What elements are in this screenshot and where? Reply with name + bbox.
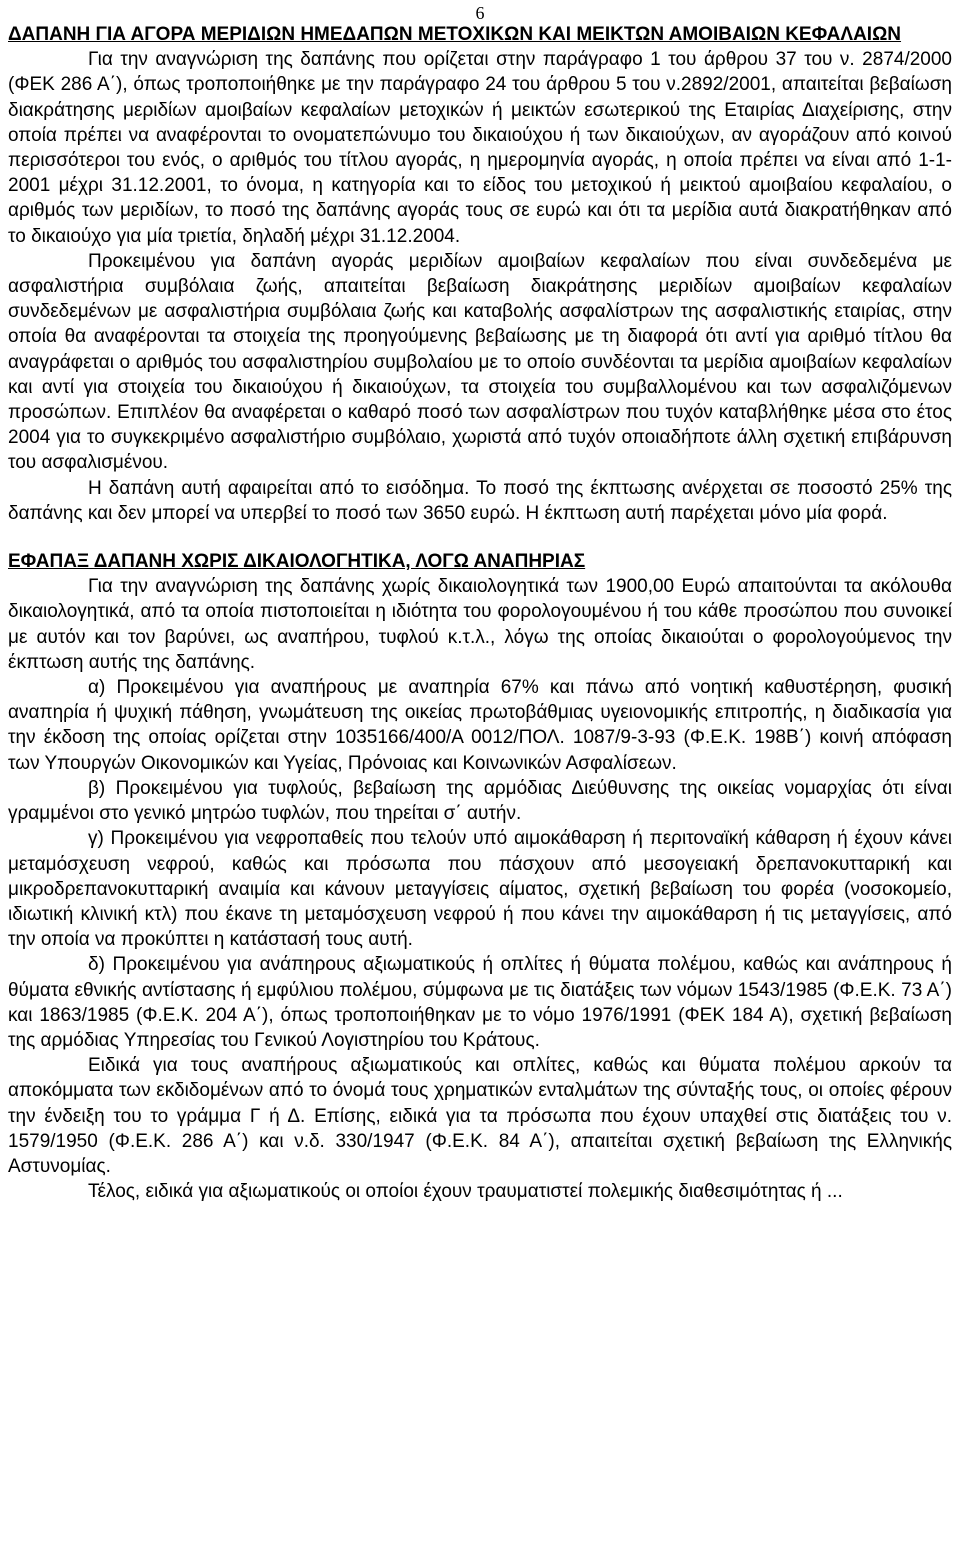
paragraph: β) Προκειμένου για τυφλούς, βεβαίωση της αρμόδιας Διεύθυνσης της οικείας νομαρχίας ότι είναι γραμμένοι στο γενικό μητρώο τυφλών, που τηρείται σ΄ αυτήν. (8, 777, 952, 825)
paragraph: Για την αναγνώριση της δαπάνης χωρίς δικαιολογητικά των 1900,00 Ευρώ απαιτούνται τα ακόλουθα δικαιολογητικά, από τα οποία πιστοποιείται η ιδιότητα του φορολογουμένου ή του κάθε προσώπου που συνοικεί με αυτόν και τον βαρύνει, ως αναπήρου, τυφλού κ.τ.λ., λόγω της οποίας δικαιούται ο φορολογούμενος την έκπτωση αυτής της δαπάνης. (8, 576, 952, 673)
paragraph: Η δαπάνη αυτή αφαιρείται από το εισόδημα. Το ποσό της έκπτωσης ανέρχεται σε ποσοστό 25% της δαπάνης και δεν μπορεί να υπερβεί το ποσό των 3650 ευρώ. Η έκπτωση αυτή παρέχεται μόνο μία φορά. (8, 477, 952, 524)
section-heading-disability: ΕΦΑΠΑΞ ΔΑΠΑΝΗ ΧΩΡΙΣ ΔΙΚΑΙΟΛΟΓΗΤΙΚΑ, ΛΟΓΩ ΑΝΑΠΗΡΙΑΣ (8, 551, 586, 573)
page-number: 6 (475, 3, 485, 23)
paragraph: α) Προκειμένου για αναπήρους με αναπηρία 67% και πάνω από νοητική καθυστέρηση, φυσική αναπηρία ή ψυχική πάθηση, γνωμάτευση της οικείας πρωτοβάθμιας υγειονομικής επιτροπής, η διαδικασία για την έκδοση της οποίας ορίζεται στην 1035166/400/Α 0012/ΠΟΛ. 1087/9-3-93 (Φ.Ε.Κ. 198Β΄) κοινή απόφαση των Υπουργών Οικονομικών και Υγείας, Πρόνοιας και Κοινωνικών Ασφαλίσεων. (8, 677, 952, 774)
page-content (8, 22, 952, 1204)
paragraph: Ειδικά για τους αναπήρους αξιωματικούς και οπλίτες, καθώς και θύματα πολέμου αρκούν τα αποκόμματα των εκδιδομένων από το όνομά τους χρηματικών ενταλμάτων της σύνταξής τους, οι οποίες φέρουν την ένδειξη του το γράμμα Γ ή Δ. Επίσης, ειδικά για τα πρόσωπα που έχουν υπαχθεί στις διατάξεις του ν. 1579/1950 (Φ.Ε.Κ. 286 Α΄) και ν.δ. 330/1947 (Φ.Ε.Κ. 84 Α΄), απαιτείται σχετική βεβαίωση της Ελληνικής Αστυνομίας. (8, 1055, 952, 1177)
paragraph: Προκειμένου για δαπάνη αγοράς μεριδίων αμοιβαίων κεφαλαίων που είναι συνδεδεμένα με ασφαλιστήρια συμβόλαια ζωής, απαιτείται βεβαίωση διακράτησης μεριδίων αμοιβαίων κεφαλαίων συνδεδεμένων με ασφαλιστήρια συμβόλαια ζωής και καταβολής ασφαλίστρων της ασφαλιστικής εταιρίας, στην οποία θα αναφέρονται τα στοιχεία της προηγούμενης βεβαίωσης με τη διαφορά ότι αντί για αριθμό τίτλου θα αναγράφεται ο αριθμός του ασφαλιστηρίου συμβολαίου με το οποίο συνδέονται τα μερίδια αμοιβαίων κεφαλαίων και αντί για στοιχεία του δικαιούχου ή δικαιούχων, τα στοιχεία του συμβαλλομένου και των ασφαλιζόμενων προσώπων. Επιπλέον θα αναφέρεται ο καθαρό ποσό των ασφαλίστρων που τυχόν καταβλήθηκε μέσα στο έτος 2004 για το συγκεκριμένο ασφαλιστήριο συμβόλαιο, χωριστά από τυχόν οποιαδήποτε άλλη σχετική επιβάρυνση του ασφαλισμένου. (8, 250, 952, 474)
section-heading-mutual-funds: ΔΑΠΑΝΗ ΓΙΑ ΑΓΟΡΑ ΜΕΡΙΔΙΩΝ ΗΜΕΔΑΠΩΝ ΜΕΤΟΧΙΚΩΝ ΚΑΙ ΜΕΙΚΤΩΝ ΑΜΟΙΒΑΙΩΝ ΚΕΦΑΛΑΙΩΝ (8, 24, 902, 45)
section-spacer (8, 526, 952, 549)
paragraph: δ) Προκειμένου για ανάπηρους αξιωματικούς ή οπλίτες ή θύματα πολέμου, καθώς και ανάπηρους ή θύματα εθνικής αντίστασης ή εμφύλιου πολέμου, σύμφωνα με τις διατάξεις των νόμων 1543/1985 (Φ.Ε.Κ. 73 Α΄) και 1863/1985 (Φ.Ε.Κ. 204 Α΄), όπως τροποποιήθηκαν με το νόμο 1976/1991 (ΦΕΚ 184 Α), σχετική βεβαίωση της αρμόδιας Υπηρεσίας του Γενικού Λογιστηρίου του Κράτους. (8, 954, 952, 1051)
paragraph: Τέλος, ειδικά για αξιωματικούς οι οποίοι έχουν τραυματιστεί πολεμικής διαθεσιμότητας ή ... (88, 1181, 843, 1203)
paragraph: Για την αναγνώριση της δαπάνης που ορίζεται στην παράγραφο 1 του άρθρου 37 του ν. 2874/2000 (ΦΕΚ 286 Α΄), όπως τροποποιήθηκε με την παράγραφο 24 του άρθρου 5 του ν.2892/2001, απαιτείται βεβαίωση διακράτησης μεριδίων αμοιβαίων κεφαλαίων μετοχικών ή μεικτών εσωτερικού της Εταιρίας Διαχείρισης, στην οποία πρέπει να αναφέρονται το ονοματεπώνυμο του δικαιούχου ή των δικαιούχων, αν αγοράζουν από κοινού περισσότεροι του ενός, ο αριθμός του τίτλου αγοράς, η ημερομηνία αγοράς, η οποία πρέπει να είναι από 1-1-2001 μέχρι 31.12.2001, το όνομα, η κατηγορία και το είδος του μετοχικού ή μεικτού αμοιβαίου κεφαλαίου, ο αριθμός των μεριδίων, το ποσό της δαπάνης αγοράς τους σε ευρώ και ότι τα μερίδια αυτά διακρατήθηκαν από το δικαιούχο για μία τριετία, δηλαδή μέχρι 31.12.2004. (8, 49, 952, 247)
paragraph: γ) Προκειμένου για νεφροπαθείς που τελούν υπό αιμοκάθαρση ή περιτοναϊκή κάθαρση ή έχουν κάνει μεταμόσχευση νεφρού, καθώς και πρόσωπα που πάσχουν από μεσογειακή δρεπανοκυτταρική και μικροδρεπανοκυτταρική αναιμία και κάνουν μεταγγίσεις αίματος, σχετική βεβαίωση του φορέα (νοσοκομείο, ιδιωτική κλινική κτλ) που έκανε τη μεταμόσχευση νεφρού ή που κάνει την αιμοκάθαρση ή τις μεταγγίσεις, από την οποία να προκύπτει η κατάστασή τους αυτή. (8, 828, 952, 951)
